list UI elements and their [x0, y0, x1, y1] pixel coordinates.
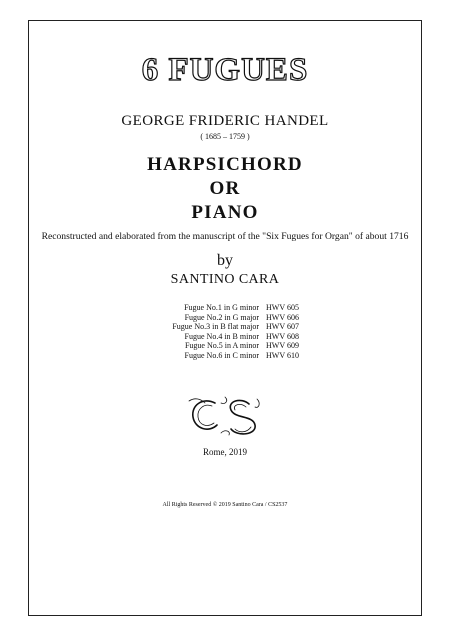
work-title: Fugue No.2 in G major [184, 312, 259, 322]
work-catalog-number: HWV 609 [266, 341, 299, 351]
work-row [138, 351, 338, 361]
work-title: Fugue No.4 in B minor [184, 331, 259, 341]
cs-monogram-logo [185, 395, 265, 437]
arranger-name: SANTINO CARA [170, 272, 280, 287]
score-title: 6 FUGUES [141, 52, 309, 88]
edition-description: Reconstructed and elaborated from the manuscript of the "Six Fugues for Organ" of about 1716 [41, 231, 409, 242]
work-title: Fugue No.3 in B flat major [172, 322, 259, 332]
instrument-piano: PIANO [191, 202, 259, 223]
works-list [138, 303, 338, 361]
work-row [138, 322, 338, 332]
instrument-harpsichord: HARPSICHORD [147, 154, 303, 175]
work-row [138, 313, 338, 323]
composer-dates: ( 1685 – 1759 ) [200, 132, 250, 141]
work-title: Fugue No.6 in C minor [184, 350, 259, 360]
work-row [138, 332, 338, 342]
work-row [138, 341, 338, 351]
composer-name: GEORGE FRIDERIC HANDEL [121, 113, 329, 129]
work-catalog-number: HWV 610 [266, 350, 299, 360]
work-title: Fugue No.5 in A minor [184, 341, 259, 351]
work-catalog-number: HWV 605 [266, 303, 299, 312]
work-catalog-number: HWV 606 [266, 312, 299, 322]
copyright-notice: All Rights Reserved © 2019 Santino Cara / CS2537 [162, 502, 288, 508]
instrument-or: OR [209, 178, 241, 199]
work-title: Fugue No.1 in G minor [184, 303, 259, 312]
by-label: by [217, 252, 233, 269]
work-row [138, 303, 338, 313]
work-catalog-number: HWV 608 [266, 331, 299, 341]
place-date: Rome, 2019 [203, 447, 247, 457]
work-catalog-number: HWV 607 [266, 322, 299, 332]
